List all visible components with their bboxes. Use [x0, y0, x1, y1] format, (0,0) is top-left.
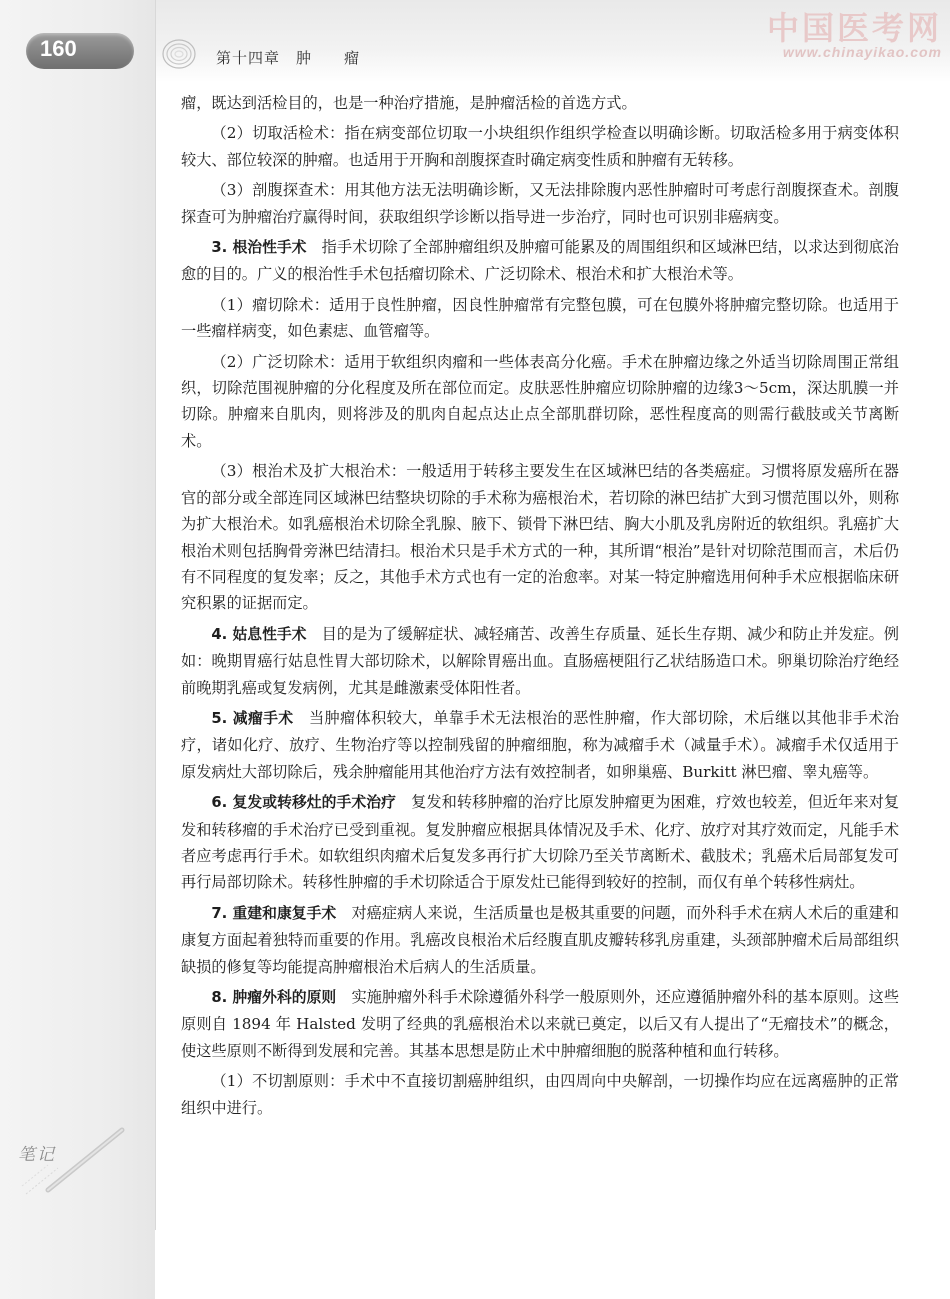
- section-heading: 6. 复发或转移灶的手术治疗: [211, 794, 396, 812]
- chapter-title: 第十四章 肿 瘤: [216, 49, 361, 67]
- page-number: 160: [40, 36, 77, 61]
- paragraph: （1）瘤切除术：适用于良性肿瘤，因良性肿瘤常有完整包膜，可在包膜外将肿瘤完整切除。也适用于一些瘤样病变，如色素痣、血管瘤等。: [181, 295, 899, 341]
- section-heading: 4. 姑息性手术: [211, 625, 307, 643]
- paragraph: （2）广泛切除术：适用于软组织肉瘤和一些体表高分化癌。手术在肿瘤边缘之外适当切除周围正常组织，切除范围视肿瘤的分化程度及所在部位而定。皮肤恶性肿瘤应切除肿瘤的边缘3～5cm，深达肌膜一并切除。肿瘤来自肌肉，则将涉及的肌肉自起点达止点全部肌群切除，恶性程度高的则需行截肢或关节离断术。: [181, 352, 899, 450]
- section-text: 当肿瘤体积较大，单靠手术无法根治的恶性肿瘤，作大部切除，术后继以其他非手术治疗，诸如化疗、放疗、生物治疗等以控制残留的肿瘤细胞，称为减瘤手术（减量手术）。减瘤手术仅适用于原发病灶大部切除后，残余肿瘤能用其他治疗方法有效控制者，如卵巢癌、Burkitt 淋巴瘤、睾丸癌等。: [181, 708, 900, 781]
- section-paragraph: [181, 900, 899, 980]
- section-text: 实施肿瘤外科手术除遵循外科学一般原则外，还应遵循肿瘤外科的基本原则。这些原则自 1894 年 Halsted 发明了经典的乳癌根治术以来就已奠定，以后又有人提出了“无瘤技术”的概念，使这些原则不断得到发展和完善。其基本思想是防止术中肿瘤细胞的脱落种植和血行转移。: [181, 988, 900, 1060]
- watermark-title: 中国医考网: [766, 9, 942, 47]
- paragraph: （1）不切割原则：手术中不直接切割癌肿组织，由四周向中央解剖，一切操作均应在远离癌肿的正常组织中进行。: [181, 1072, 899, 1117]
- section-text: 对癌症病人来说，生活质量也是极其重要的问题，而外科手术在病人术后的重建和康复方面起着独特而重要的作用。乳癌改良根治术后经腹直肌皮瓣转移乳房重建，头颈部肿瘤术后局部组织缺损的修复等均能提高肿瘤根治术后病人的生活质量。: [181, 903, 900, 976]
- paragraph: （3）根治术及扩大根治术：一般适用于转移主要发生在区域淋巴结的各类癌症。习惯将原发癌所在器官的部分或全部连同区域淋巴结整块切除的手术称为癌根治术，若切除的淋巴结扩大到习惯范围以外，则称为扩大根治术。如乳癌根治术切除全乳腺、腋下、锁骨下淋巴结、胸大小肌及乳房附近的软组织。乳癌扩大根治术则包括胸骨旁淋巴结清扫。根治术只是手术方式的一种，其所谓“根治”是针对切除范围而言，术后仍有不同程度的复发率；反之，其他手术方式也有一定的治愈率。对某一特定肿瘤选用何种手术应根据临床研究积累的证据而定。: [181, 462, 899, 613]
- section-text: 指手术切除了全部肿瘤组织及肿瘤可能累及的周围组织和区域淋巴结，以求达到彻底治愈的目的。广义的根治性手术包括瘤切除术、广泛切除术、根治术和扩大根治术等。: [181, 238, 899, 284]
- page-body: [181, 90, 899, 1125]
- section-paragraph: [181, 705, 899, 785]
- section-text: 目的是为了缓解症状、减轻痛苦、改善生存质量、延长生存期、减少和防止并发症。例如：晚期胃癌行姑息性胃大部切除术，以解除胃癌出血。直肠癌梗阻行乙状结肠造口术。卵巢切除治疗绝经前晚期乳癌或复发病例，尤其是雌激素受体阳性者。: [181, 624, 899, 697]
- section-heading: 7. 重建和康复手术: [211, 904, 337, 922]
- notes-label: 笔记: [18, 1145, 56, 1165]
- paragraph: （2）切取活检术：指在病变部位切取一小块组织作组织学检查以明确诊断。切取活检多用于病变体积较大、部位较深的肿瘤。也适用于开胸和剖腹探查时确定病变性质和肿瘤有无转移。: [181, 124, 899, 169]
- section-paragraph: [181, 789, 899, 896]
- swirl-icon: [160, 36, 198, 72]
- section-heading: 8. 肿瘤外科的原则: [211, 989, 337, 1006]
- paragraph: （3）剖腹探查术：用其他方法无法明确诊断，又无法排除腹内恶性肿瘤时可考虑行剖腹探查术。剖腹探查可为肿瘤治疗赢得时间，获取组织学诊断以指导进一步治疗，同时也可识别非癌病变。: [181, 181, 899, 226]
- margin-band: [0, 0, 155, 1299]
- margin-divider: [155, 0, 156, 1230]
- section-paragraph: [181, 984, 899, 1064]
- section-heading: 5. 减瘤手术: [211, 709, 294, 727]
- paragraph: 瘤，既达到活检目的，也是一种治疗措施，是肿瘤活检的首选方式。: [181, 94, 637, 112]
- section-heading: 3. 根治性手术: [211, 239, 307, 257]
- section-paragraph: [181, 621, 899, 701]
- watermark: [712, 10, 942, 60]
- section-paragraph: [181, 234, 899, 288]
- watermark-url: www.chinayikao.com: [782, 44, 942, 60]
- section-text: 复发和转移肿瘤的治疗比原发肿瘤更为困难，疗效也较差，但近年来对复发和转移瘤的手术治疗已受到重视。复发肿瘤应根据具体情况及手术、化疗、放疗对其疗效而定，凡能手术者应考虑再行手术。如软组织肉瘤术后复发多再行扩大切除乃至关节离断术、截肢术；乳癌术后局部复发可再行局部切除术。转移性肿瘤的手术切除适合于原发灶已能得到较好的控制，而仅有单个转移性病灶。: [181, 793, 899, 892]
